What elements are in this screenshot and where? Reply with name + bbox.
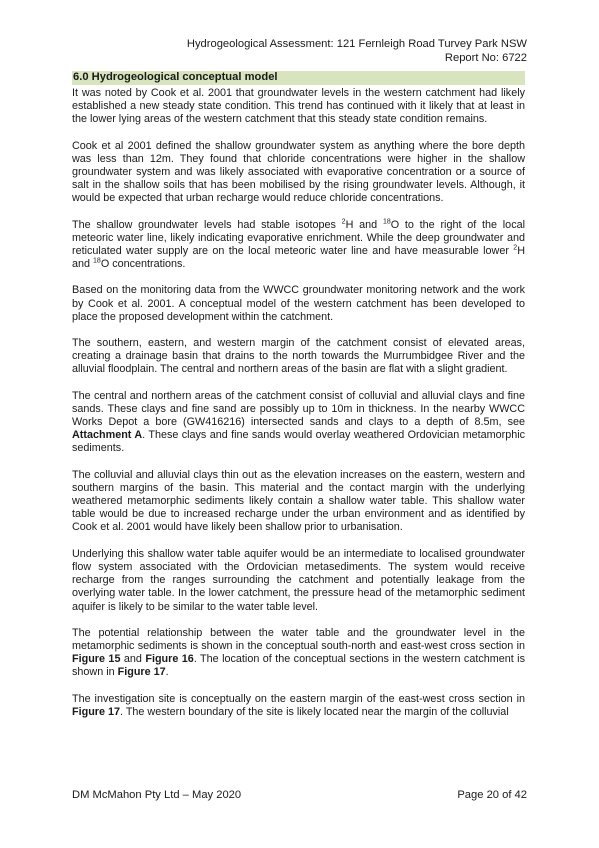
text-run: The central and northern areas of the catchment consist of colluvial and alluvial clays and fine sands. These clays and fine sand are possibly up to 10m in thickness. In the nearby WWCC Works Depot a bore (GW416216) intersected sands and clays to a depth of 8.5m, see — [72, 389, 525, 429]
paragraph-7: The colluvial and alluvial clays thin out as the elevation increases on the eastern, western and southern margins of the basin. This material and the contact margin with the underlying weathered metamorphic sediments likely contain a shallow water table. This shallow water table would be due to increased recharge under the urban environment and as identified by Cook et al. 2001 would have likely been shallow prior to urbanisation. — [72, 468, 525, 534]
figure-reference: Figure 16 — [145, 653, 194, 666]
text-run: O concentrations. — [100, 258, 186, 271]
footer-page-number: Page 20 of 42 — [457, 789, 527, 801]
text-run: The shallow groundwater levels had stable isotopes — [72, 218, 342, 231]
paragraph-10 — [72, 693, 525, 719]
section-heading: 6.0 Hydrogeological conceptual model — [72, 71, 525, 85]
text-run: . The location of the conceptual sections in the western catchment is shown in — [72, 653, 525, 679]
header-title: Hydrogeological Assessment: 121 Fernleigh Road Turvey Park NSW — [186, 38, 527, 50]
text-run: H and — [345, 218, 383, 231]
text-run: The investigation site is conceptually on the eastern margin of the east-west cross section in — [72, 692, 525, 705]
footer-company-date: DM McMahon Pty Ltd – May 2020 — [72, 789, 242, 801]
figure-reference: Figure 17 — [117, 666, 166, 679]
paragraph-1: It was noted by Cook et al. 2001 that groundwater levels in the western catchment had likely established a new steady state condition. This trend has continued with it likely that at least in the lower lying areas of the western catchment that this steady state condition remains. — [72, 87, 525, 126]
text-run: H and — [72, 245, 525, 271]
text-run: . These clays and fine sands would overlay weathered Ordovician metamorphic sediments. — [72, 429, 525, 455]
attachment-reference: Attachment A — [72, 429, 143, 442]
page-header — [187, 38, 527, 65]
paragraph-5: The southern, eastern, and western margin of the catchment consist of elevated areas, creating a drainage basin that drains to the north towards the Murrumbidgee River and the alluvial floodplain. The central and northern areas of the basin are flat with a slight gradient. — [72, 337, 525, 376]
superscript: 18 — [93, 257, 101, 265]
text-run: . — [165, 666, 169, 679]
paragraph-8: Underlying this shallow water table aquifer would be an intermediate to localised groundwater flow system associated with the Ordovician metasediments. The system would receive recharge from the ranges surrounding the catchment and potentially leakage from the overlying water table. In the lower catchment, the pressure head of the metamorphic sediment aquifer is likely to be similar to the water table level. — [72, 547, 525, 613]
text-run: and — [120, 653, 146, 666]
body-text — [72, 87, 525, 732]
figure-reference: Figure 17 — [72, 705, 121, 718]
text-run: The potential relationship between the water table and the groundwater level in the metamorphic sediments is shown in the conceptual south-north and east-west cross section in — [72, 626, 525, 652]
superscript: 2 — [341, 218, 346, 226]
paragraph-3 — [72, 219, 525, 272]
header-report-number: Report No: 6722 — [444, 51, 527, 64]
paragraph-6 — [72, 390, 525, 456]
text-run: . The western boundary of the site is likely located near the margin of the colluvial — [120, 705, 509, 718]
superscript: 2 — [513, 244, 518, 252]
paragraph-2: Cook et al 2001 defined the shallow groundwater system as anything where the bore depth was less than 12m. They found that chloride concentrations were higher in the shallow groundwater system and was likely associated with evaporative concentration or a source of salt in the shallow soils that has been mobilised by the rising groundwater levels. Although, it would be expected that urban recharge would reduce chloride concentrations. — [72, 139, 525, 205]
figure-reference: Figure 15 — [72, 653, 121, 666]
paragraph-4: Based on the monitoring data from the WWCC groundwater monitoring network and the work by Cook et al. 2001. A conceptual model of the western catchment has been developed to place the proposed development within the catchment. — [72, 284, 525, 323]
text-run: O to the right of the local meteoric water line, likely indicating evaporative enrichment. While the deep groundwater and reticulated water supply are on the local meteoric water line and have measurable lower — [72, 218, 525, 258]
superscript: 18 — [382, 218, 391, 226]
paragraph-9 — [72, 627, 525, 680]
